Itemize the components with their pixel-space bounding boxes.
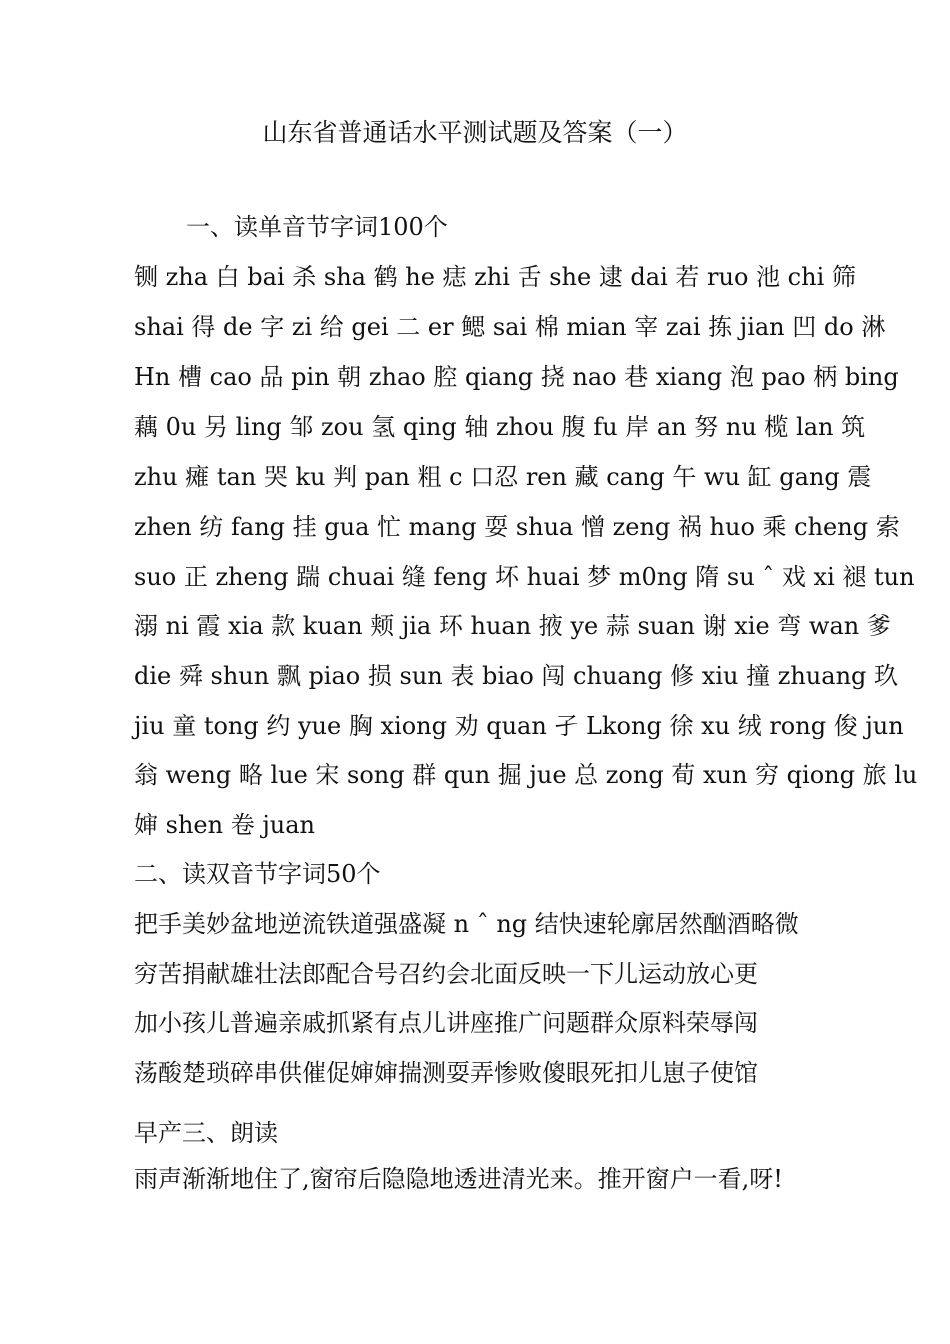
section1-line: zhu 瘫 tan 哭 ku 判 pan 粗 c 口忍 ren 藏 cang 午 wu 缸 gang 震 [134,463,872,491]
section1-line: 溺 ni 霞 xia 款 kuan 颊 jia 环 huan 掖 ye 蒜 suan 谢 xie 弯 wan 爹 [134,612,891,640]
section1-line: shai 得 de 字 zi 给 gei 二 er 鳃 sai 棉 mian 宰 zai 拣 jian 凹 do 淋 [134,313,886,341]
section1-line: 藕 0u 另 ling 邹 zou 氢 qing 轴 zhou 腹 fu 岸 an 努 nu 榄 lan 筑 [134,413,866,441]
section1-heading: 一、读单音节字词100个 [186,213,448,241]
section3-heading: 早产三、朗读 [134,1119,278,1147]
section1-line: suo 正 zheng 踹 chuai 缝 feng 坏 huai 梦 m0ng 隋 su ˆ 戏 xi 褪 tun [134,563,915,591]
section2-line: 加小孩儿普遍亲戚抓紧有点儿讲座推广问题群众原料荣辱闯 [134,1009,758,1037]
section2-line: 把手美妙盆地逆流铁道强盛凝 n ˆ ng 结快速轮廓居然酗酒略微 [134,910,799,938]
section1-line: jiu 童 tong 约 yue 胸 xiong 劝 quan 孑 Lkong 徐 xu 绒 rong 俊 jun [134,712,904,740]
section2-line: 荡酸楚琐碎串供催促婶婶揣测耍弄惨败傻眼死扣儿崽子使馆 [134,1059,758,1087]
section3-line: 雨声渐渐地住了,窗帘后隐隐地透进清光来。推开窗户一看,呀! [134,1165,783,1193]
document-title: 山东省普通话水平测试题及答案（一） [262,118,688,147]
section1-line: 翁 weng 略 lue 宋 song 群 qun 掘 jue 总 zong 荀 xun 穷 qiong 旅 lu [134,761,918,789]
section1-line: Hn 槽 cao 品 pin 朝 zhao 腔 qiang 挠 nao 巷 xiang 泡 pao 柄 bing [134,363,899,391]
section1-line: 铡 zha 白 bai 杀 sha 鹤 he 痣 zhi 舌 she 逮 dai 若 ruo 池 chi 筛 [134,263,856,291]
section1-line: 婶 shen 卷 juan [134,811,315,839]
section1-line: die 舜 shun 飘 piao 损 sun 表 biao 闯 chuang 修 xiu 撞 zhuang 玖 [134,662,899,690]
section1-line: zhen 纺 fang 挂 gua 忙 mang 耍 shua 憎 zeng 祸 huo 乘 cheng 索 [134,513,900,541]
section2-heading: 二、读双音节字词50个 [134,860,381,888]
section2-line: 穷苦捐献雄壮法郎配合号召约会北面反映一下儿运动放心更 [134,960,758,988]
